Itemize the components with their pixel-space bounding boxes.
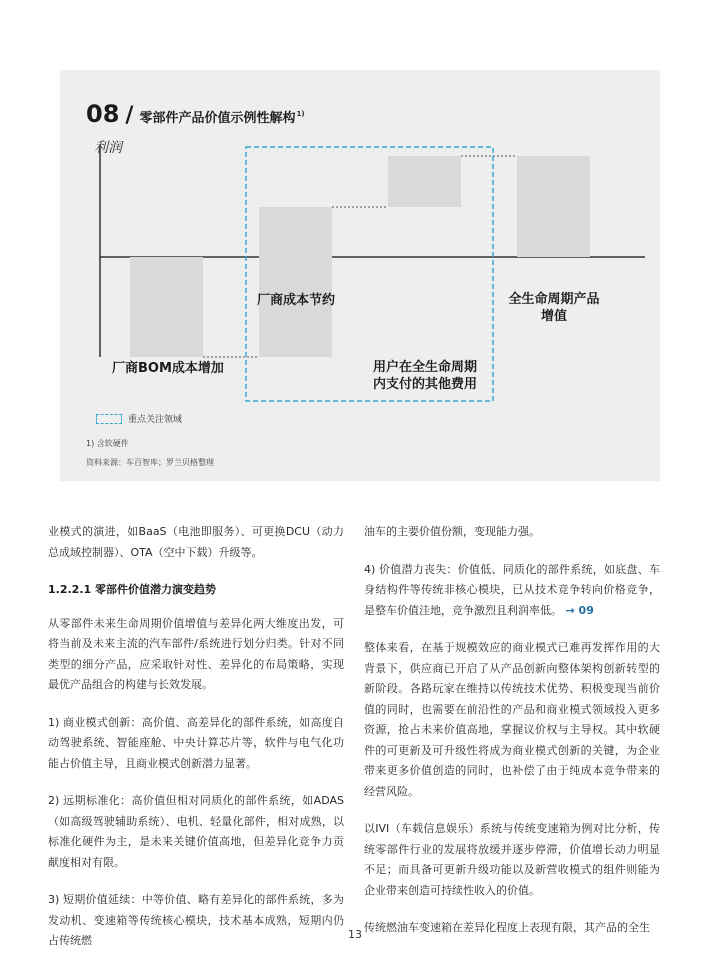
figure-09-link[interactable]: → 09	[565, 603, 594, 617]
left-column	[48, 522, 344, 969]
label-bom-cost: 厂商BOM成本增加	[112, 361, 224, 376]
label-user-fees-line2: 内支付的其他费用	[372, 377, 477, 392]
y-axis-label: 利润	[94, 140, 122, 156]
figure-panel	[60, 70, 660, 481]
page-number: 13	[348, 928, 362, 941]
figure-title-text: 零部件产品价值示例性解构	[139, 111, 296, 126]
legend-dashed-box	[96, 414, 122, 424]
right-column	[364, 522, 660, 956]
bar-bom-cost	[130, 257, 203, 357]
legend	[96, 412, 182, 425]
figure-title-footnote-mark: 1)	[296, 110, 305, 118]
left-paragraph-4: 3) 短期价值延续：中等价值、略有差异化的部件系统，多为发动机、变速箱等传统核心模块，技术基本成熟，短期内仍占传统燃	[48, 893, 344, 947]
figure-source: 资料来源：车百智库；罗兰贝格整理	[86, 458, 214, 467]
right-paragraph-4: 传统燃油车变速箱在差异化程度上表现有限，其产品的全生	[364, 921, 650, 934]
right-paragraph-2: 整体来看，在基于规模效应的商业模式已难再发挥作用的大背景下，供应商已开启了从产品创新向整体架构创新转型的新阶段。各路玩家在维持以传统技术优势、积极变现当前价值的同时，也需要在前沿性的产品和商业模式领域投入更多资源，抢占未来价值高地，掌握议价权与主导权。其中软硬件的可更新及可升级性将成为商业模式创新的关键，为企业带来更多价值创造的同时，也补偿了由于纯成本竞争带来的经营风险。	[364, 641, 660, 798]
label-user-fees-line1: 用户在全生命周期	[372, 360, 477, 375]
figure-number: 08	[86, 100, 120, 128]
right-paragraph-1	[364, 560, 660, 622]
bar-user-fees	[388, 156, 461, 207]
bar-lifecycle-value	[517, 156, 590, 257]
bar-cost-saving	[259, 207, 332, 357]
right-paragraph-1-text: 4) 价值潜力丧失：价值低、同质化的部件系统，如底盘、车身结构件等传统非核心模块，已从技术竞争转向价格竞争，是整车价值洼地，竞争激烈且利润率低。	[364, 562, 660, 617]
label-lifecycle-line1: 全生命周期产品	[508, 292, 600, 307]
right-paragraph-3: 以IVI（车载信息娱乐）系统与传统变速箱为例对比分析，传统零部件行业的发展将放缓并逐步停滞，价值增长动力明显不足；而具备可更新升级功能以及新营收模式的组件则能为企业带来创造可持续性收入的价值。	[364, 822, 660, 897]
section-heading: 1.2.2.1 零部件价值潜力演变趋势	[48, 583, 216, 596]
legend-label: 重点关注领域	[128, 415, 183, 425]
figure-slash: /	[125, 103, 134, 128]
right-paragraph-0: 油车的主要价值份额，变现能力强。	[364, 525, 540, 538]
label-user-fees	[360, 359, 490, 393]
label-lifecycle-value	[494, 291, 614, 325]
figure-footnote: 1) 含软硬件	[86, 439, 129, 448]
left-paragraph-2: 1) 商业模式创新：高价值、高差异化的部件系统，如高度自动驾驶系统、智能座舱、中央计算芯片等，软件与电气化功能占价值主导，且商业模式创新潜力显著。	[48, 715, 344, 770]
label-lifecycle-line2: 增值	[540, 309, 567, 324]
left-paragraph-3: 2) 远期标准化：高价值但相对同质化的部件系统，如ADAS（如高级驾驶辅助系统）、电机、轻量化部件，相对成熟，以标准化硬件为主，是未来关键价值高地，但差异化竞争力贡献度相对有限。	[48, 794, 344, 869]
left-intro-paragraph: 业模式的演进，如BaaS（电池即服务）、可更换DCU（动力总成域控制器）、OTA（空中下载）升级等。	[48, 525, 344, 559]
label-cost-saving: 厂商成本节约	[256, 293, 335, 308]
left-paragraph-1: 从零部件未来生命周期价值增值与差异化两大维度出发，可将当前及未来主流的汽车部件/系统进行划分归类。针对不同类型的细分产品，应采取针对性、差异化的布局策略，实现最优产品组合的构建与长效发展。	[48, 616, 344, 691]
